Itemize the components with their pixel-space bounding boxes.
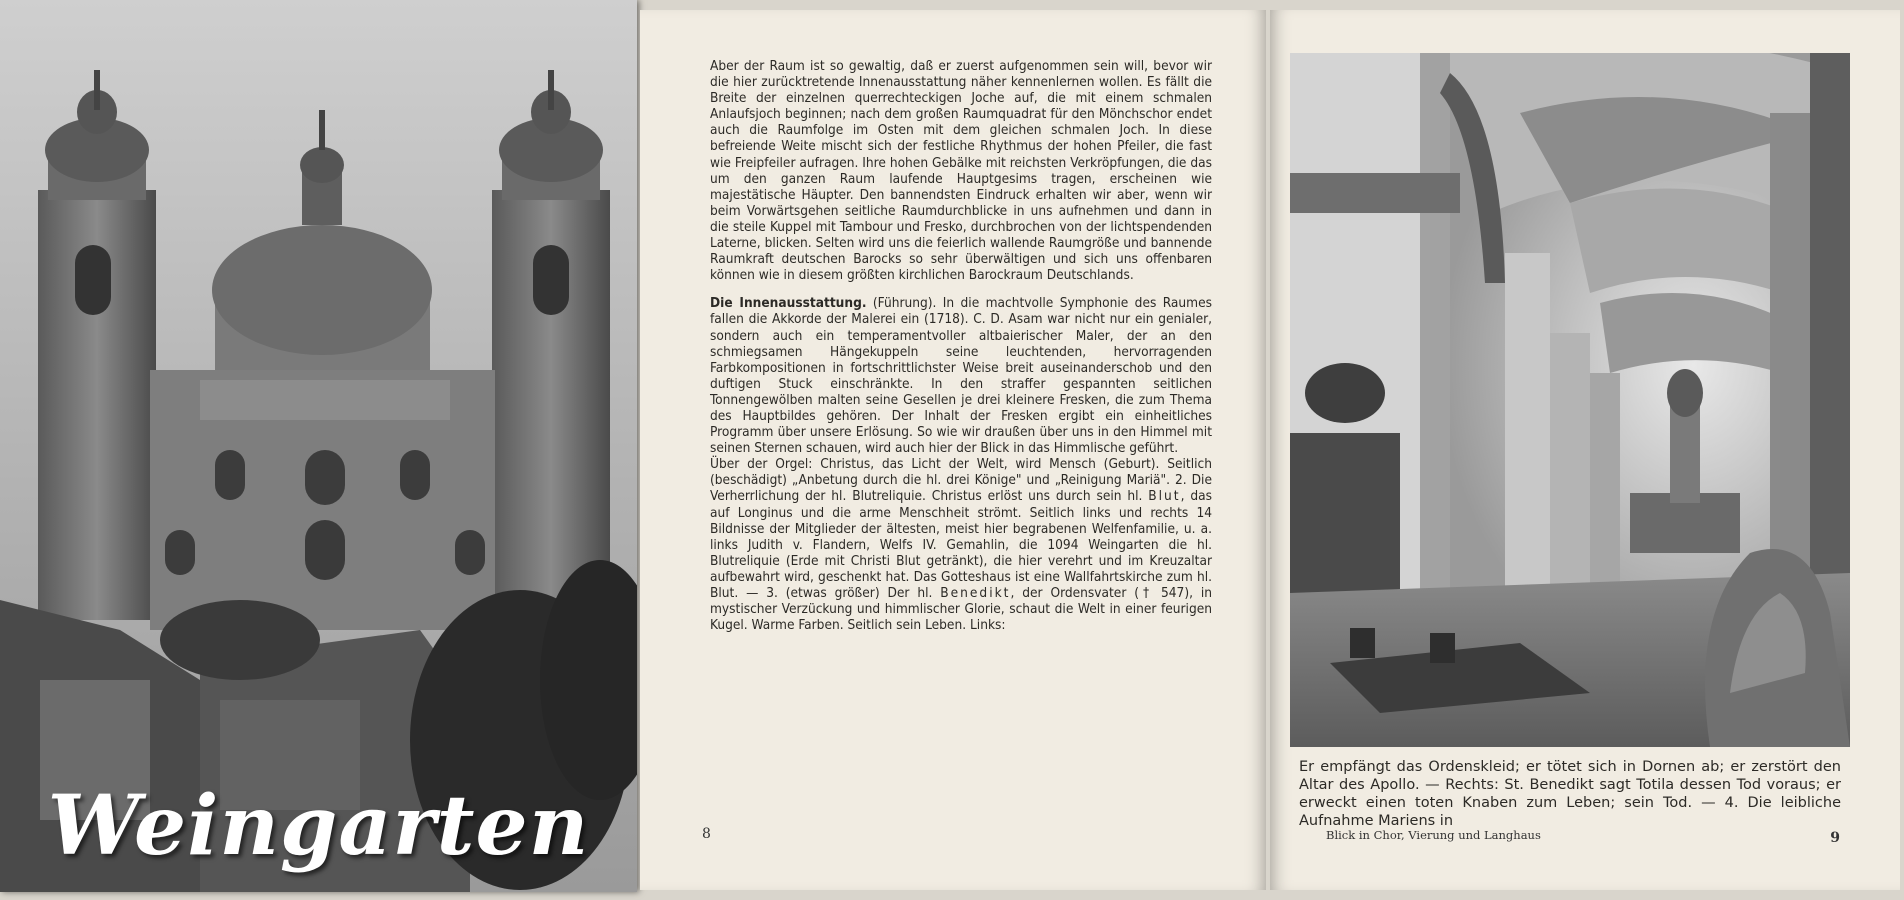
emphasis-benedikt: Benedikt (940, 585, 1011, 601)
cover-title: Weingarten (47, 778, 590, 874)
paragraph-interior (710, 295, 1212, 456)
paragraph-interior-text: (Führung). In die machtvolle Symphonie des Raumes fallen die Akkorde der Malerei ein (1718). C. D. Asam war nicht nur ein genialer, sondern auch ein temperamentvoller altbaierischer Maler, der an den schmiegsamen Hängekuppeln seine leuchtenden, hervorragenden Farbkompositionen in fortschrittlichster Weise breit auseinanderschob und den duftigen Stuck einschränkte. In den straffer gespannten seitlichen Tonnengewölben malten seine Gesellen je drei kleinere Fresken, die zum Thema des Hauptbildes gehören. Der Inhalt der Fresken ergibt ein einheitliches Programm über unsere Erlösung. So wie wir draußen über uns in den Himmel mit seinen Sternen schauen, wird auch hier der Blick in das Himmlische geführt. (710, 295, 1212, 457)
paragraph-organ-text-a: Über der Orgel: Christus, das Licht der Welt, wird Mensch (Geburt). Seitlich (beschädigt) „Anbetung durch die hl. drei Könige" und „Reinigung Mariä". 2. Die Verherrlichung der hl. Blutreliquie. Christus erlöst uns durch sein hl. (710, 456, 1212, 505)
paragraph-organ (710, 456, 1212, 633)
basilica-interior-photo (1290, 53, 1850, 747)
paragraph-organ-text-c: , der Ordensvater († 547), in mystischer Verzückung und himmlischer Glorie, schaut die Welt in einer feurigen Kugel. Warme Farben. Seitlich sein Leben. Links: (710, 585, 1212, 634)
photo-label: Blick in Chor, Vierung und Langhaus (1326, 828, 1541, 842)
photo-caption-text: Er empfängt das Ordenskleid; er tötet sich in Dornen ab; er zerstört den Altar des Apollo. — Rechts: St. Benedikt sagt Totila dessen Tod voraus; er erweckt einen toten Knaben zum Leben; sein Tod. — 4. Die leibliche Aufnahme Mariens in (1299, 759, 1841, 829)
page-number: 9 (1830, 830, 1840, 846)
interior-photo (1290, 53, 1850, 747)
paragraph-organ-text-b: , das auf Longinus und die arme Menschheit strömt. Seitlich links und rechts 14 Bildnisse der Mitglieder der ältesten, meist hier begrabenen Welfenfamilie, u. a. links Judith v. Flandern, Welfs IV. Gemahlin, die 1094 Weingarten die hl. Blutreliquie (Erde mit Christi Blut getränkt), die hier verehrt und im Kreuzaltar aufbewahrt wird, geschenkt hat. Das Gotteshaus ist eine Wallfahrtskirche zum hl. Blut. — 3. (etwas größer) Der hl. (710, 488, 1212, 601)
emphasis-blut: Blut (1148, 488, 1181, 505)
section-heading: Die Innenausstattung. (710, 295, 867, 312)
booklet-cover (0, 0, 637, 892)
paragraph-space: Aber der Raum ist so gewaltig, daß er zuerst aufgenommen sein will, bevor wir die hier zurücktretende Innenausstattung näher kennenlernen wollen. Es fällt die Breite der einzelnen querrechteckigen Joche auf, die mit einem schmalen Anlaufsjoch beginnen; nach dem großen Raumquadrat für den Mönchschor endet auch die Raumfolge im Osten mit dem gleichen schmalen Joch. In diese befreiende Weite mischt sich der festliche Rhythmus der hohen Pfeiler, die fast wie Freipfeiler aufragen. Ihre hohen Gebälke mit reichsten Verkröpfungen, die das um den ganzen Raum laufende Hauptgesims tragen, erscheinen wie majestätische Häupter. Den bannendsten Eindruck erhalten wir aber, wenn wir beim Vorwärtsgehen seitliche Raumdurchblicke in uns aufnehmen und dann in die steile Kuppel mit Tambour und Fresko, durchbrochen von der lichtspendenden Laterne, blicken. Selten wird uns die feierlich wallende Raumgröße und bannende Raumkraft deutschen Barocks so sehr überwältigen und sich uns offenbaren können wie in diesem größten kirchlichen Barockraum Deutschlands. (710, 58, 1212, 284)
basilica-facade-photo (0, 0, 637, 892)
text-column (710, 58, 1212, 633)
page-8 (640, 10, 1266, 890)
page-number: 8 (702, 826, 711, 842)
page-9 (1270, 10, 1900, 890)
